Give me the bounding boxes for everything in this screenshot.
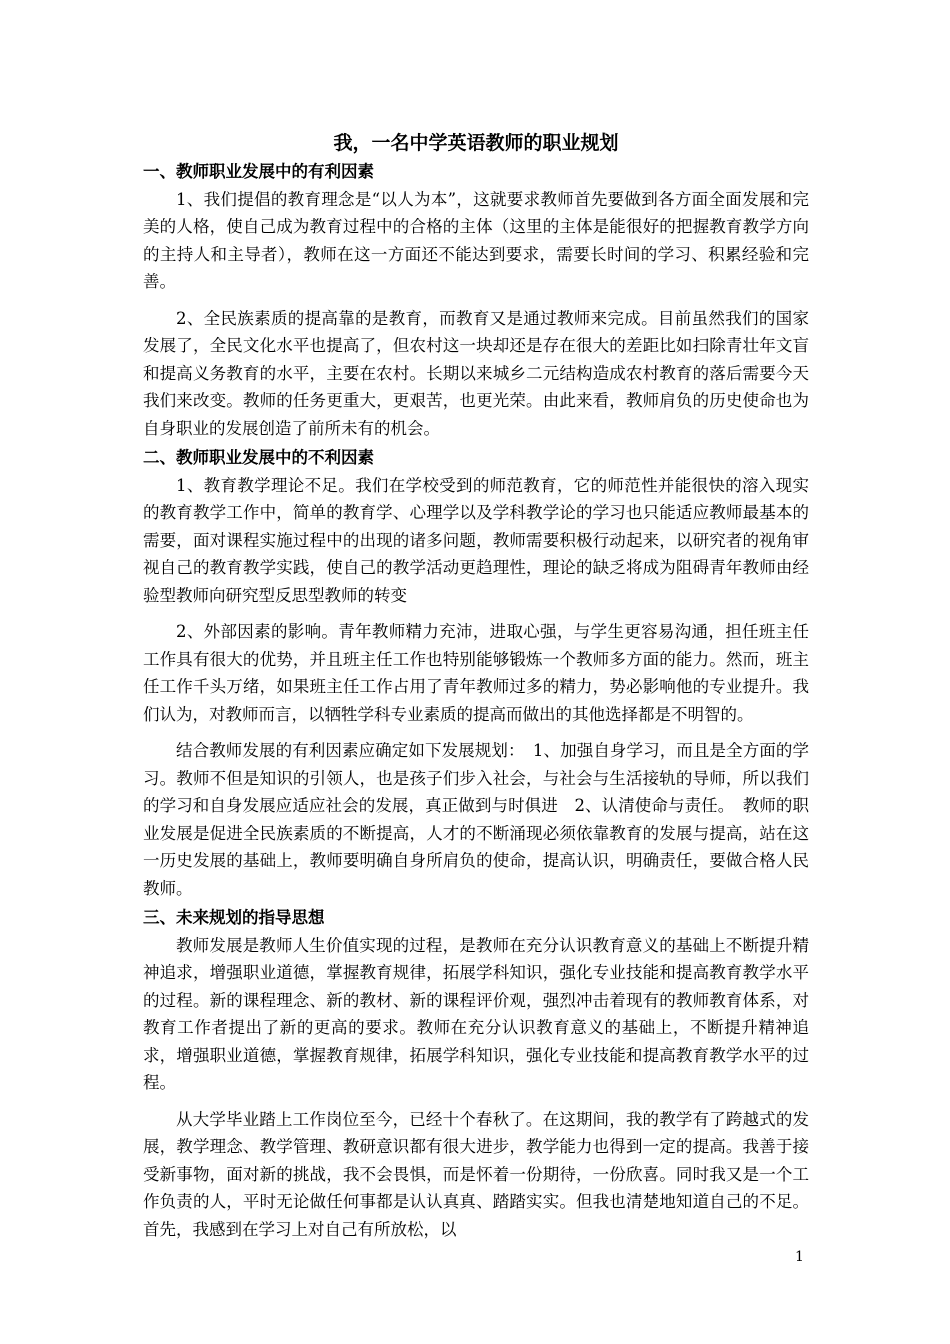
page-number: 1: [795, 1249, 804, 1265]
section-heading-3: 三、未来规划的指导思想: [143, 908, 325, 927]
section-heading-2: 二、教师职业发展中的不利因素: [143, 448, 374, 467]
paragraph-3-1: 教师发展是教师人生价值实现的过程，是教师在充分认识教育意义的基础上不断提升精神追求，增强职业道德，掌握教育规律，拓展学科知识，强化专业技能和提高教育教学水平的过程。新的课程理念、新的教材、新的课程评价观，强烈冲击着现有的教师教育体系，对教育工作者提出了新的更高的要求。教师在充分认识教育意义的基础上，不断提升精神追求，增强职业道德，掌握教育规律，拓展学科知识，强化专业技能和提高教育教学水平的过程。: [143, 935, 809, 1092]
paragraph-1-1: 1、我们提倡的教育理念是“以人为本”，这就要求教师首先要做到各方面全面发展和完美的人格，使自己成为教育过程中的合格的主体（这里的主体是能很好的把握教育教学方向的主持人和主导者），教师在这一方面还不能达到要求，需要长时间的学习、积累经验和完善。: [143, 189, 809, 291]
document-body: [143, 128, 809, 1252]
section-heading-1: 一、教师职业发展中的有利因素: [143, 162, 374, 181]
paragraph-1-2: 2、全民族素质的提高靠的是教育，而教育又是通过教师来完成。目前虽然我们的国家发展了，全民文化水平也提高了，但农村这一块却还是存在很大的差距比如扫除青壮年文盲和提高义务教育的水平，主要在农村。长期以来城乡二元结构造成农村教育的落后需要今天我们来改变。教师的任务更重大，更艰苦，也更光荣。由此来看，教师肩负的历史使命也为自身职业的发展创造了前所未有的机会。: [143, 308, 809, 438]
document-title: 我，一名中学英语教师的职业规划: [333, 132, 619, 154]
paragraph-2-2: 2、外部因素的影响。青年教师精力充沛，进取心强，与学生更容易沟通，担任班主任工作具有很大的优势，并且班主任工作也特别能够锻炼一个教师多方面的能力。然而，班主任工作千头万绪，如果班主任工作占用了青年教师过多的精力，势必影响他的专业提升。我们认为，对教师而言，以牺牲学科专业素质的提高而做出的其他选择都是不明智的。: [143, 622, 809, 724]
paragraph-2-3: 结合教师发展的有利因素应确定如下发展规划： 1、加强自身学习，而且是全方面的学习。教师不但是知识的引领人，也是孩子们步入社会，与社会与生活接轨的导师，所以我们的学习和自身发展应适应社会的发展，真正做到与时俱进 2、认清使命与责任。 教师的职业发展是促进全民族素质的不断提高，人才的不断涌现必须依靠教育的发展与提高，站在这一历史发展的基础上，教师要明确自身所肩负的使命，提高认识，明确责任，要做合格人民教师。: [143, 741, 809, 898]
paragraph-2-1: 1、教育教学理论不足。我们在学校受到的师范教育，它的师范性并能很快的溶入现实的教育教学工作中，简单的教育学、心理学以及学科教学论的学习也只能适应教师最基本的需要，面对课程实施过程中的出现的诸多问题，教师需要积极行动起来，以研究者的视角审视自己的教育教学实践，使自己的教学活动更趋理性，理论的缺乏将成为阻碍青年教师由经验型教师向研究型反思型教师的转变: [143, 475, 809, 605]
paragraph-3-2: 从大学毕业踏上工作岗位至今，已经十个春秋了。在这期间，我的教学有了跨越式的发展，教学理念、教学管理、教研意识都有很大进步，教学能力也得到一定的提高。我善于接受新事物，面对新的挑战，我不会畏惧，而是怀着一份期待，一份欣喜。同时我又是一个工作负责的人，平时无论做任何事都是认认真真、踏踏实实。但我也清楚地知道自己的不足。首先，我感到在学习上对自己有所放松，以: [143, 1109, 809, 1239]
